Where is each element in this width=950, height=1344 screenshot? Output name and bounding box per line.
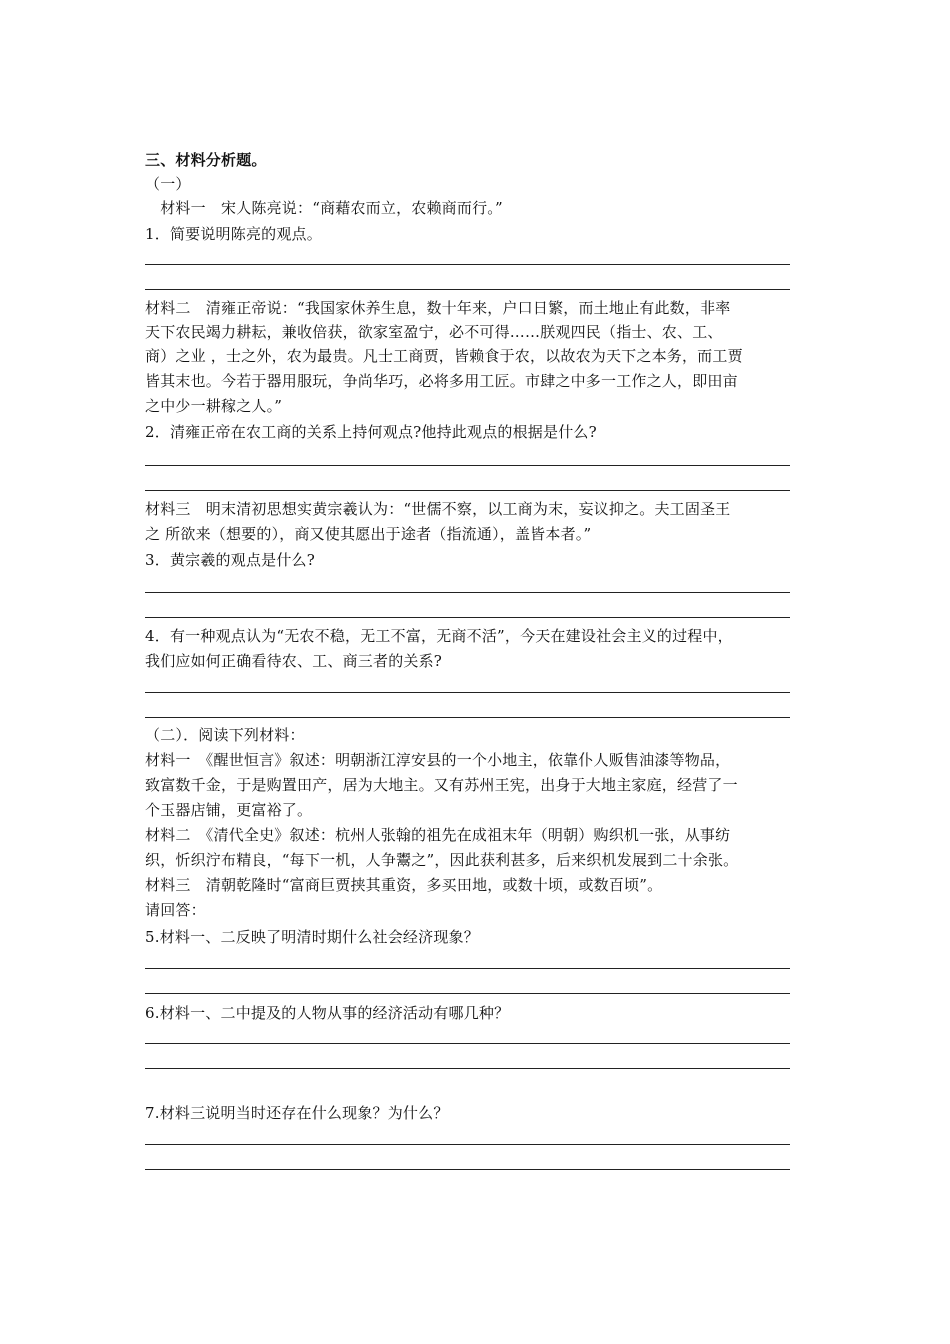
question-5: 5.材料一、二反映了明清时期什么社会经济现象？: [145, 928, 479, 946]
question-7: 7.材料三说明当时还存在什么现象？为什么？: [145, 1104, 449, 1122]
answer-line: [145, 289, 790, 290]
part2-prompt: 请回答：: [145, 901, 206, 919]
question-2: 2．清雍正帝在农工商的关系上持何观点?他持此观点的根据是什么?: [145, 423, 597, 441]
answer-line: [145, 264, 790, 265]
material-2-line: 商）之业 ，士之外，农为最贵。凡士工商贾，皆赖食于农，以故农为天下之本务，而工贾: [145, 347, 743, 365]
part2-material-line: 材料二 《清代全史》叙述：杭州人张翰的祖先在成祖末年（明朝）购织机一张，从事纺: [145, 826, 731, 844]
material-2-line: 之中少一耕稼之人。”: [145, 397, 283, 415]
question-6: 6.材料一、二中提及的人物从事的经济活动有哪几种？: [145, 1004, 510, 1022]
material-2-line: 材料二 清雍正帝说：“我国家休养生息，数十年来，户口日繁，而土地止有此数，非率: [145, 299, 731, 317]
answer-line: [145, 993, 790, 994]
answer-line: [145, 1068, 790, 1069]
answer-line: [145, 465, 790, 466]
part2-material-line: 个玉器店铺，更富裕了。: [145, 801, 313, 819]
question-4-line: 4．有一种观点认为“无农不稳，无工不富，无商不活”，今天在建设社会主义的过程中，: [145, 627, 733, 645]
answer-line: [145, 692, 790, 693]
answer-line: [145, 1169, 790, 1170]
question-3: 3．黄宗羲的观点是什么?: [145, 551, 315, 569]
part2-material-line: 织，忻织泞布精良，“每下一机，人争鬻之”，因此获利甚多，后来织机发展到二十余张。: [145, 851, 739, 869]
answer-line: [145, 592, 790, 593]
part2-material-line: 材料一 《醒世恒言》叙述：明朝浙江淳安县的一个小地主，依靠仆人贩售油漆等物品，: [145, 751, 731, 769]
question-4-line: 我们应如何正确看待农、工、商三者的关系?: [145, 652, 443, 670]
part1-label: （一）: [145, 175, 191, 193]
answer-line: [145, 617, 790, 618]
answer-line: [145, 968, 790, 969]
answer-line: [145, 717, 790, 718]
answer-line: [145, 1043, 790, 1044]
material-3-line: 材料三 明末清初思想实黄宗羲认为：“世儒不察，以工商为末，妄议抑之。夫工固圣王: [145, 500, 731, 518]
question-1: 1．简要说明陈亮的观点。: [145, 225, 322, 243]
part2-material-line: 材料三 清朝乾隆时“富商巨贾挟其重资，多买田地，或数十顷，或数百顷”。: [145, 876, 663, 894]
material-1-text: 材料一 宋人陈亮说：“商藉农而立，农赖商而行。”: [145, 199, 503, 217]
material-2-line: 天下农民竭力耕耘，兼收倍获，欲家室盈宁，必不可得……朕观四民（指士、农、工、: [145, 323, 723, 341]
part2-label: （二）．阅读下列材料：: [145, 726, 305, 744]
answer-line: [145, 1144, 790, 1145]
section-title: 三、材料分析题。: [145, 151, 267, 169]
material-3-line: 之 所欲来（想要的），商又使其愿出于途者（指流通），盖皆本者。”: [145, 525, 592, 543]
part2-material-line: 致富数千金，于是购置田产，居为大地主。又有苏州王宪，出身于大地主家庭，经营了一: [145, 776, 738, 794]
answer-line: [145, 490, 790, 491]
material-2-line: 皆其末也。今若于器用服玩，争尚华巧，必将多用工匠。市肆之中多一工作之人，即田亩: [145, 372, 738, 390]
